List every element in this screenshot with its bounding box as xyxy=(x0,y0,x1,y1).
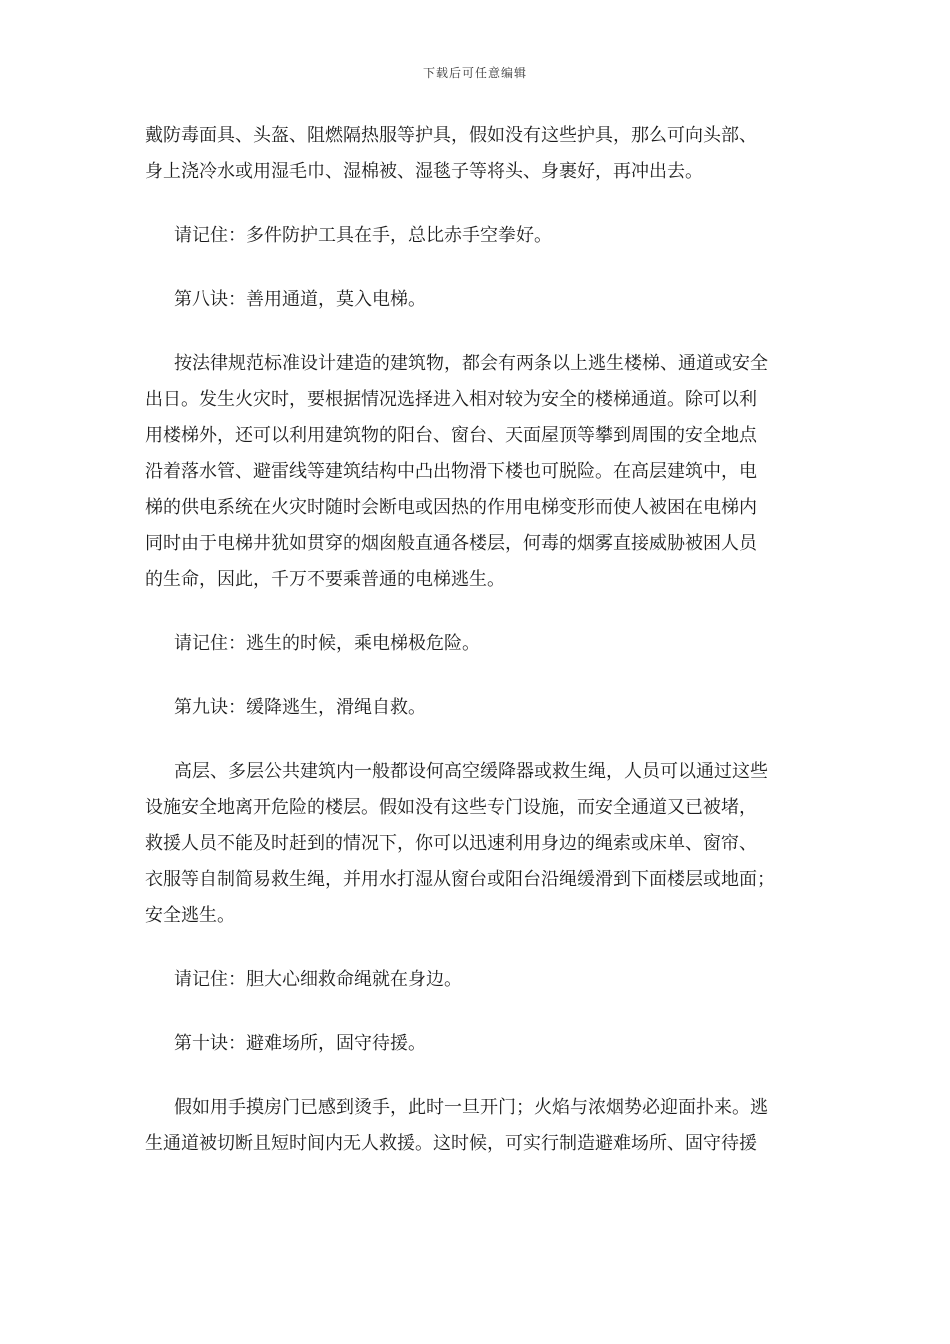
paragraph xyxy=(145,282,820,318)
paragraph xyxy=(145,1026,820,1062)
text-line: 请记住：胆大心细救命绳就在身边。 xyxy=(174,969,462,990)
text-line: 生通道被切断且短时间内无人救援。这时候，可实行制造避难场所、固守待援 xyxy=(145,1133,757,1154)
text-line: 身上浇冷水或用湿毛巾、湿棉被、湿毯子等将头、身裹好，再冲出去。 xyxy=(145,161,703,182)
text-line: 第八诀：善用通道，莫入电梯。 xyxy=(174,289,426,310)
text-line: 设施安全地离开危险的楼层。假如没有这些专门设施，而安全通道又已被堵， xyxy=(145,797,757,818)
document-body xyxy=(145,118,820,1190)
text-line: 出日。发生火灾时，要根据情况选择进入相对较为安全的楼梯通道。除可以利 xyxy=(145,389,757,410)
paragraph xyxy=(145,1090,820,1162)
text-line: 同时由于电梯井犹如贯穿的烟囱般直通各楼层，何毒的烟雾直接威胁被困人员 xyxy=(145,533,757,554)
page-header: 下载后可任意编辑 xyxy=(422,66,527,80)
paragraph xyxy=(145,690,820,726)
text-line: 梯的供电系统在火灾时随时会断电或因热的作用电梯变形而使人被困在电梯内 xyxy=(145,497,757,518)
text-line: 第十诀：避难场所，固守待援。 xyxy=(174,1033,426,1054)
paragraph xyxy=(145,962,820,998)
text-line: 衣服等自制简易救生绳，并用水打湿从窗台或阳台沿绳缓滑到下面楼层或地面； xyxy=(145,869,775,890)
text-line: 安全逃生。 xyxy=(145,905,235,926)
paragraph xyxy=(145,346,820,598)
text-line: 高层、多层公共建筑内一般都设何高空缓降器或救生绳，人员可以通过这些 xyxy=(174,761,768,782)
text-line: 请记住：多件防护工具在手，总比赤手空拳好。 xyxy=(174,225,552,246)
text-line: 的生命，因此，千万不要乘普通的电梯逃生。 xyxy=(145,569,505,590)
text-line: 第九诀：缓降逃生，滑绳自救。 xyxy=(174,697,426,718)
text-line: 用楼梯外，还可以利用建筑物的阳台、窗台、天面屋顶等攀到周围的安全地点 xyxy=(145,425,757,446)
paragraph xyxy=(145,218,820,254)
paragraph xyxy=(145,626,820,662)
text-line: 沿着落水管、避雷线等建筑结构中凸出物滑下楼也可脱险。在高层建筑中，电 xyxy=(145,461,757,482)
paragraph xyxy=(145,118,820,190)
text-line: 救援人员不能及时赶到的情况下，你可以迅速利用身边的绳索或床单、窗帘、 xyxy=(145,833,757,854)
text-line: 按法律规范标准设计建造的建筑物，都会有两条以上逃生楼梯、通道或安全 xyxy=(174,353,768,374)
text-line: 戴防毒面具、头盔、阻燃隔热服等护具，假如没有这些护具，那么可向头部、 xyxy=(145,125,757,146)
paragraph xyxy=(145,754,820,934)
text-line: 请记住：逃生的时候，乘电梯极危险。 xyxy=(174,633,480,654)
text-line: 假如用手摸房门已感到烫手，此时一旦开门；火焰与浓烟势必迎面扑来。逃 xyxy=(174,1097,768,1118)
